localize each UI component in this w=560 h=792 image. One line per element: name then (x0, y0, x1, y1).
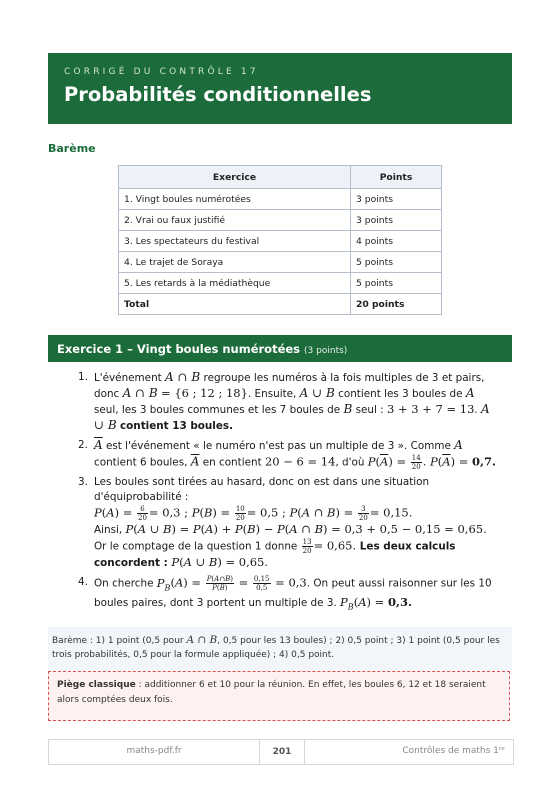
exercise-heading (48, 335, 512, 362)
math: = 0,3 (271, 575, 307, 590)
text: On cherche (94, 577, 157, 590)
cell-points: 3 points (351, 189, 442, 210)
text: regroupe les numéros à la fois multiples de 3 et pairs, donc (94, 372, 485, 400)
list-item (78, 575, 498, 614)
text: . (474, 404, 482, 416)
math-fraction: $\frac{10}{20}$ (235, 505, 245, 522)
table-header-row (119, 166, 442, 189)
cell-points: 5 points (351, 252, 442, 273)
conclusion: contient 13 boules. (120, 420, 234, 432)
table-row (119, 231, 442, 252)
math-fraction: $\frac{3}{20}$ (358, 505, 368, 522)
bareme-heading: Barème (48, 142, 96, 155)
list-item (78, 475, 498, 571)
item-number: 3. (78, 476, 88, 488)
table-row (119, 210, 442, 231)
page-number: 201 (259, 740, 305, 764)
note-text: Barème : 1) 1 point (0,5 pour (52, 636, 187, 646)
cell-exercice: 3. Les spectateurs du festival (119, 231, 351, 252)
math: A ∩ B (122, 386, 158, 400)
table-total-row (119, 294, 442, 315)
text: . Ensuite, (247, 388, 300, 400)
page-footer (48, 739, 514, 765)
math: = 0,65. (313, 538, 360, 553)
text: seul, les 3 boules communes et les 7 boules de (94, 404, 344, 416)
math-fraction: $\frac{14}{20}$ (411, 454, 421, 471)
math: 3 + 3 + 7 = 13 (386, 402, 475, 416)
math: P(A) = (94, 505, 136, 520)
item-number: 1. (78, 371, 88, 383)
math: B (343, 402, 353, 416)
column-header-exercice: Exercice (119, 166, 351, 189)
math: A ∩ B (165, 370, 201, 384)
column-header-points: Points (351, 166, 442, 189)
math-fraction: $\frac{13}{20}$ (302, 538, 312, 555)
text: L'événement (94, 372, 166, 384)
cell-exercice: 4. Le trajet de Soraya (119, 252, 351, 273)
exercise-points: (3 points) (304, 346, 348, 356)
math: = (234, 575, 252, 590)
cell-exercice: 1. Vingt boules numérotées (119, 189, 351, 210)
pitfall-box (48, 671, 510, 721)
exercise-title (57, 342, 347, 356)
text: seul : (352, 404, 387, 416)
math: $P_B(A)$ = (156, 575, 205, 592)
cell-exercice: 5. Les retards à la médiathèque (119, 273, 351, 294)
footer-site: maths-pdf.fr (126, 746, 182, 756)
answer-list (78, 370, 498, 618)
cell-exercice: 2. Vrai ou faux justifié (119, 210, 351, 231)
text: Les deux calculs concordent : (94, 540, 456, 569)
grading-note (48, 627, 512, 675)
total-label: Total (119, 294, 351, 315)
table-row (119, 273, 442, 294)
text: . On peut aussi raisonner sur les 10 boules paires, dont 3 portent un multiple de 3. (94, 577, 492, 609)
math: $\overline{A}$ (94, 438, 103, 452)
text: est l'événement « le numéro n'est pas un multiple de 3 ». Comme (102, 440, 455, 452)
total-points: 20 points (351, 294, 442, 315)
math-fraction: $\frac{0,15}{0,5}$ (253, 575, 270, 592)
text: , d'où (335, 456, 368, 469)
item-number: 2. (78, 439, 88, 451)
math-fraction: $\frac{6}{20}$ (138, 505, 147, 522)
math: A ∩ B (186, 634, 218, 646)
bareme-table (118, 165, 442, 315)
note-text: , 0,5 pour les 13 boules) ; 2) 0,5 point ; 3) 1 point (0,5 pour les trois probabilités, 0,5 pour la formule appliquée) ; 4) 0,5 point. (52, 636, 500, 660)
text: Or le comptage de la question 1 donne (94, 540, 301, 553)
text: contient les 3 boules de (334, 388, 466, 400)
math: A (454, 438, 463, 452)
cell-points: 5 points (351, 273, 442, 294)
item-number: 4. (78, 576, 88, 588)
math: P(A ∪ B) = P(A) + P(B) − P(A ∩ B) = 0,3 + 0,5 − 0,15 = 0,65. (125, 522, 487, 536)
math: . $P(\overline{A}) = 0,7$. (422, 454, 497, 469)
math-fraction: $\frac{P(A\cap B)}{P(B)}$ (206, 575, 233, 592)
header-kicker: CORRIGÉ DU CONTRÔLE 17 (64, 67, 259, 77)
math: = 0,5 ; P(A ∩ B) = (246, 505, 357, 520)
math: $P(\overline{A})$ = (367, 454, 410, 469)
list-item (78, 370, 498, 434)
math: A (465, 386, 475, 400)
math: P(A ∪ B) = 0,65. (171, 555, 269, 569)
pitfall-label: Piège classique (57, 680, 136, 690)
math: = {6 ; 12 ; 18} (161, 386, 248, 400)
page-title: Probabilités conditionnelles (64, 83, 372, 106)
math: = 0,3 ; P(B) = (148, 505, 234, 520)
cell-points: 4 points (351, 231, 442, 252)
text: Ainsi, (94, 524, 126, 536)
pitfall-text: : additionner 6 et 10 pour la réunion. En effet, les boules 6, 12 et 18 seraient alors comptées deux fois. (57, 680, 486, 705)
table-row (119, 252, 442, 273)
text: Les boules sont tirées au hasard, donc on est dans une situation d'équiprobabilité : (94, 476, 430, 503)
table-row (119, 189, 442, 210)
exercise-title-text: Exercice 1 – Vingt boules numérotées (57, 342, 301, 356)
math: = 0,15. (369, 505, 413, 520)
math: $\overline{A}$ (190, 454, 200, 469)
footer-collection: Contrôles de maths 1ʳᵉ (402, 746, 505, 756)
page-header (48, 53, 512, 124)
math: 20 − 6 = 14 (264, 454, 336, 469)
cell-points: 3 points (351, 210, 442, 231)
math: $P_B(A) = 0,3$. (340, 594, 412, 612)
list-item (78, 438, 498, 471)
text: contient 6 boules, (94, 456, 191, 469)
math: A ∪ B (94, 402, 490, 432)
text: en contient (199, 456, 265, 469)
math: A ∪ B (299, 386, 335, 400)
